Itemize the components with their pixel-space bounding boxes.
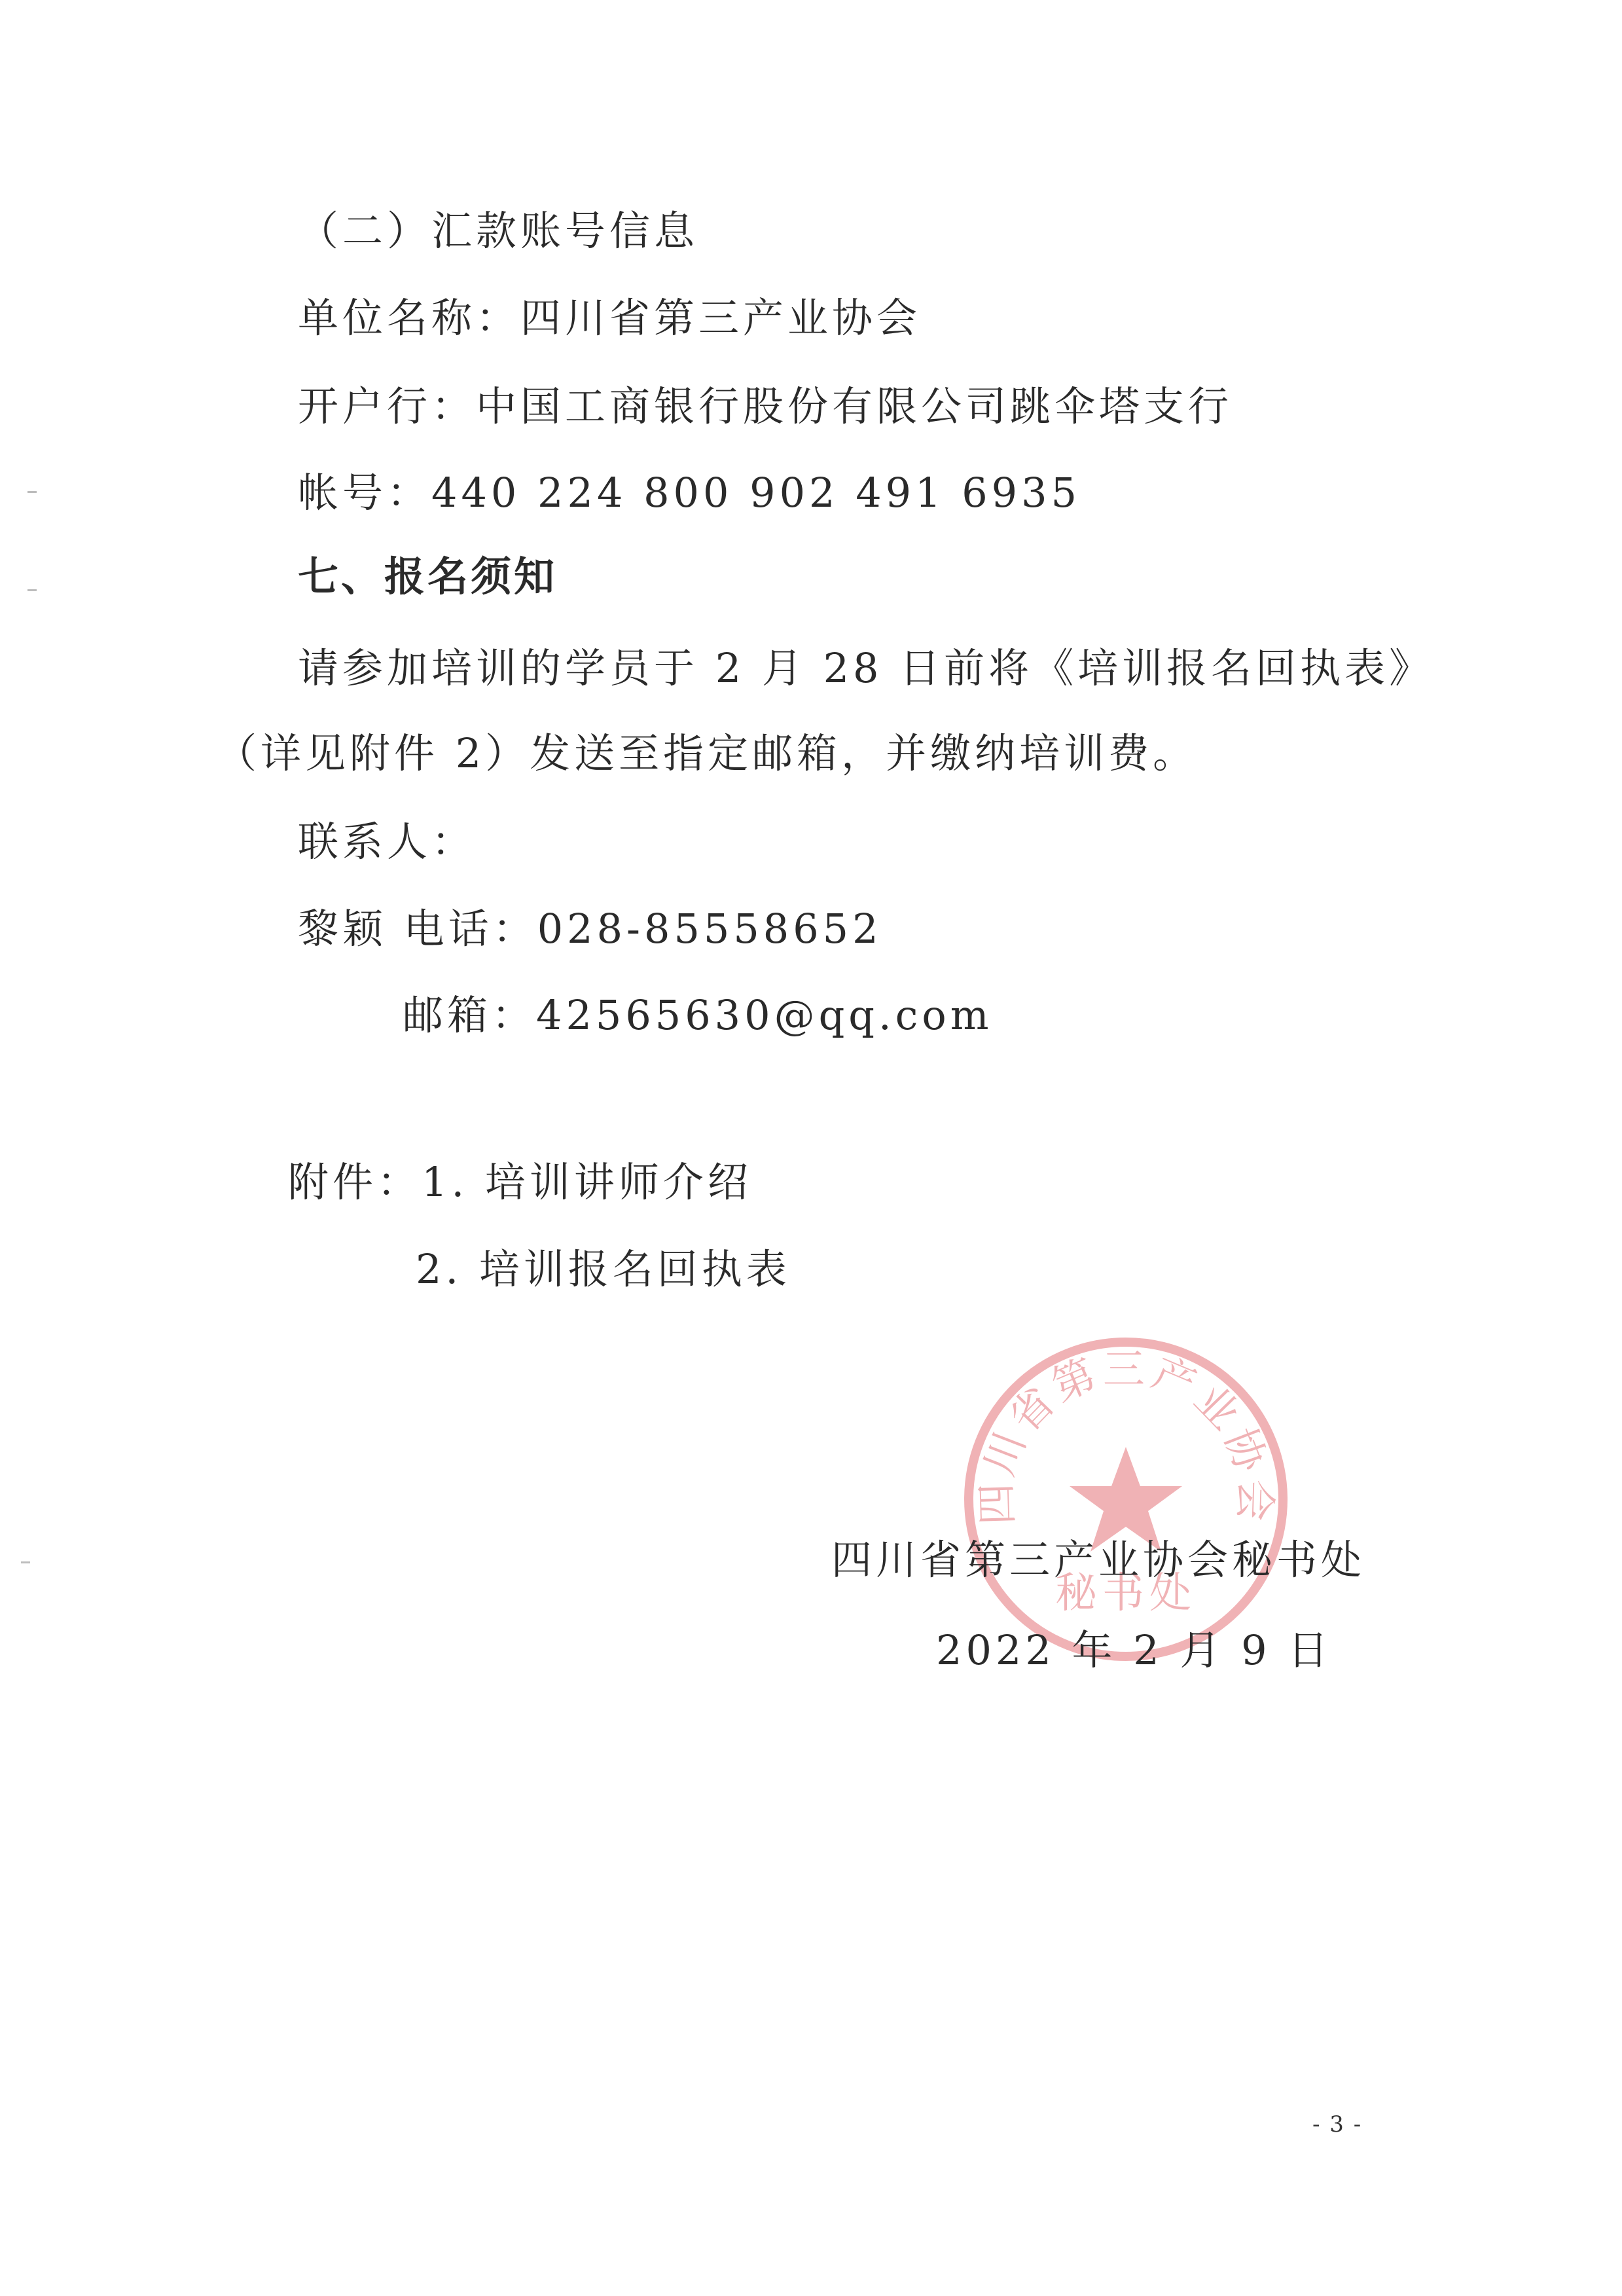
section-seven-heading: 七、报名须知 (298, 553, 558, 600)
contact-label: 联系人： (298, 818, 477, 866)
scan-speck (27, 491, 37, 493)
scan-speck (21, 1561, 30, 1563)
seal-arc-text: 四川省第三产业协会 (973, 1345, 1279, 1526)
account-name-line: 单位名称：四川省第三产业协会 (298, 294, 922, 342)
notice-line-1: 请参加培训的学员于 2 月 28 日前将《培训报名回执表》 (298, 644, 1434, 692)
issuer-name: 四川省第三产业协会秘书处 (831, 1536, 1366, 1584)
account-number-line: 帐号：440 224 800 902 491 6935 (298, 469, 1081, 517)
section-two-heading: （二）汇款账号信息 (298, 207, 699, 255)
issue-date: 2022 年 2 月 9 日 (936, 1626, 1333, 1674)
notice-line-2: （详见附件 2）发送至指定邮箱，并缴纳培训费。 (216, 729, 1198, 777)
bank-line: 开户行：中国工商银行股份有限公司跳伞塔支行 (298, 382, 1233, 430)
page-number: - 3 - (1312, 2111, 1363, 2138)
contact-name-phone: 黎颖 电话：028-85558652 (298, 905, 882, 953)
contact-email: 邮箱：42565630@qq.com (403, 991, 993, 1039)
scan-speck (27, 589, 37, 591)
seal-bottom-text: 秘书处 (1055, 1569, 1197, 1618)
official-seal-icon (956, 1329, 1296, 1669)
attachment-item-2: 2. 培训报名回执表 (416, 1245, 791, 1293)
attachment-item-1: 附件：1. 培训讲师介绍 (288, 1158, 752, 1206)
